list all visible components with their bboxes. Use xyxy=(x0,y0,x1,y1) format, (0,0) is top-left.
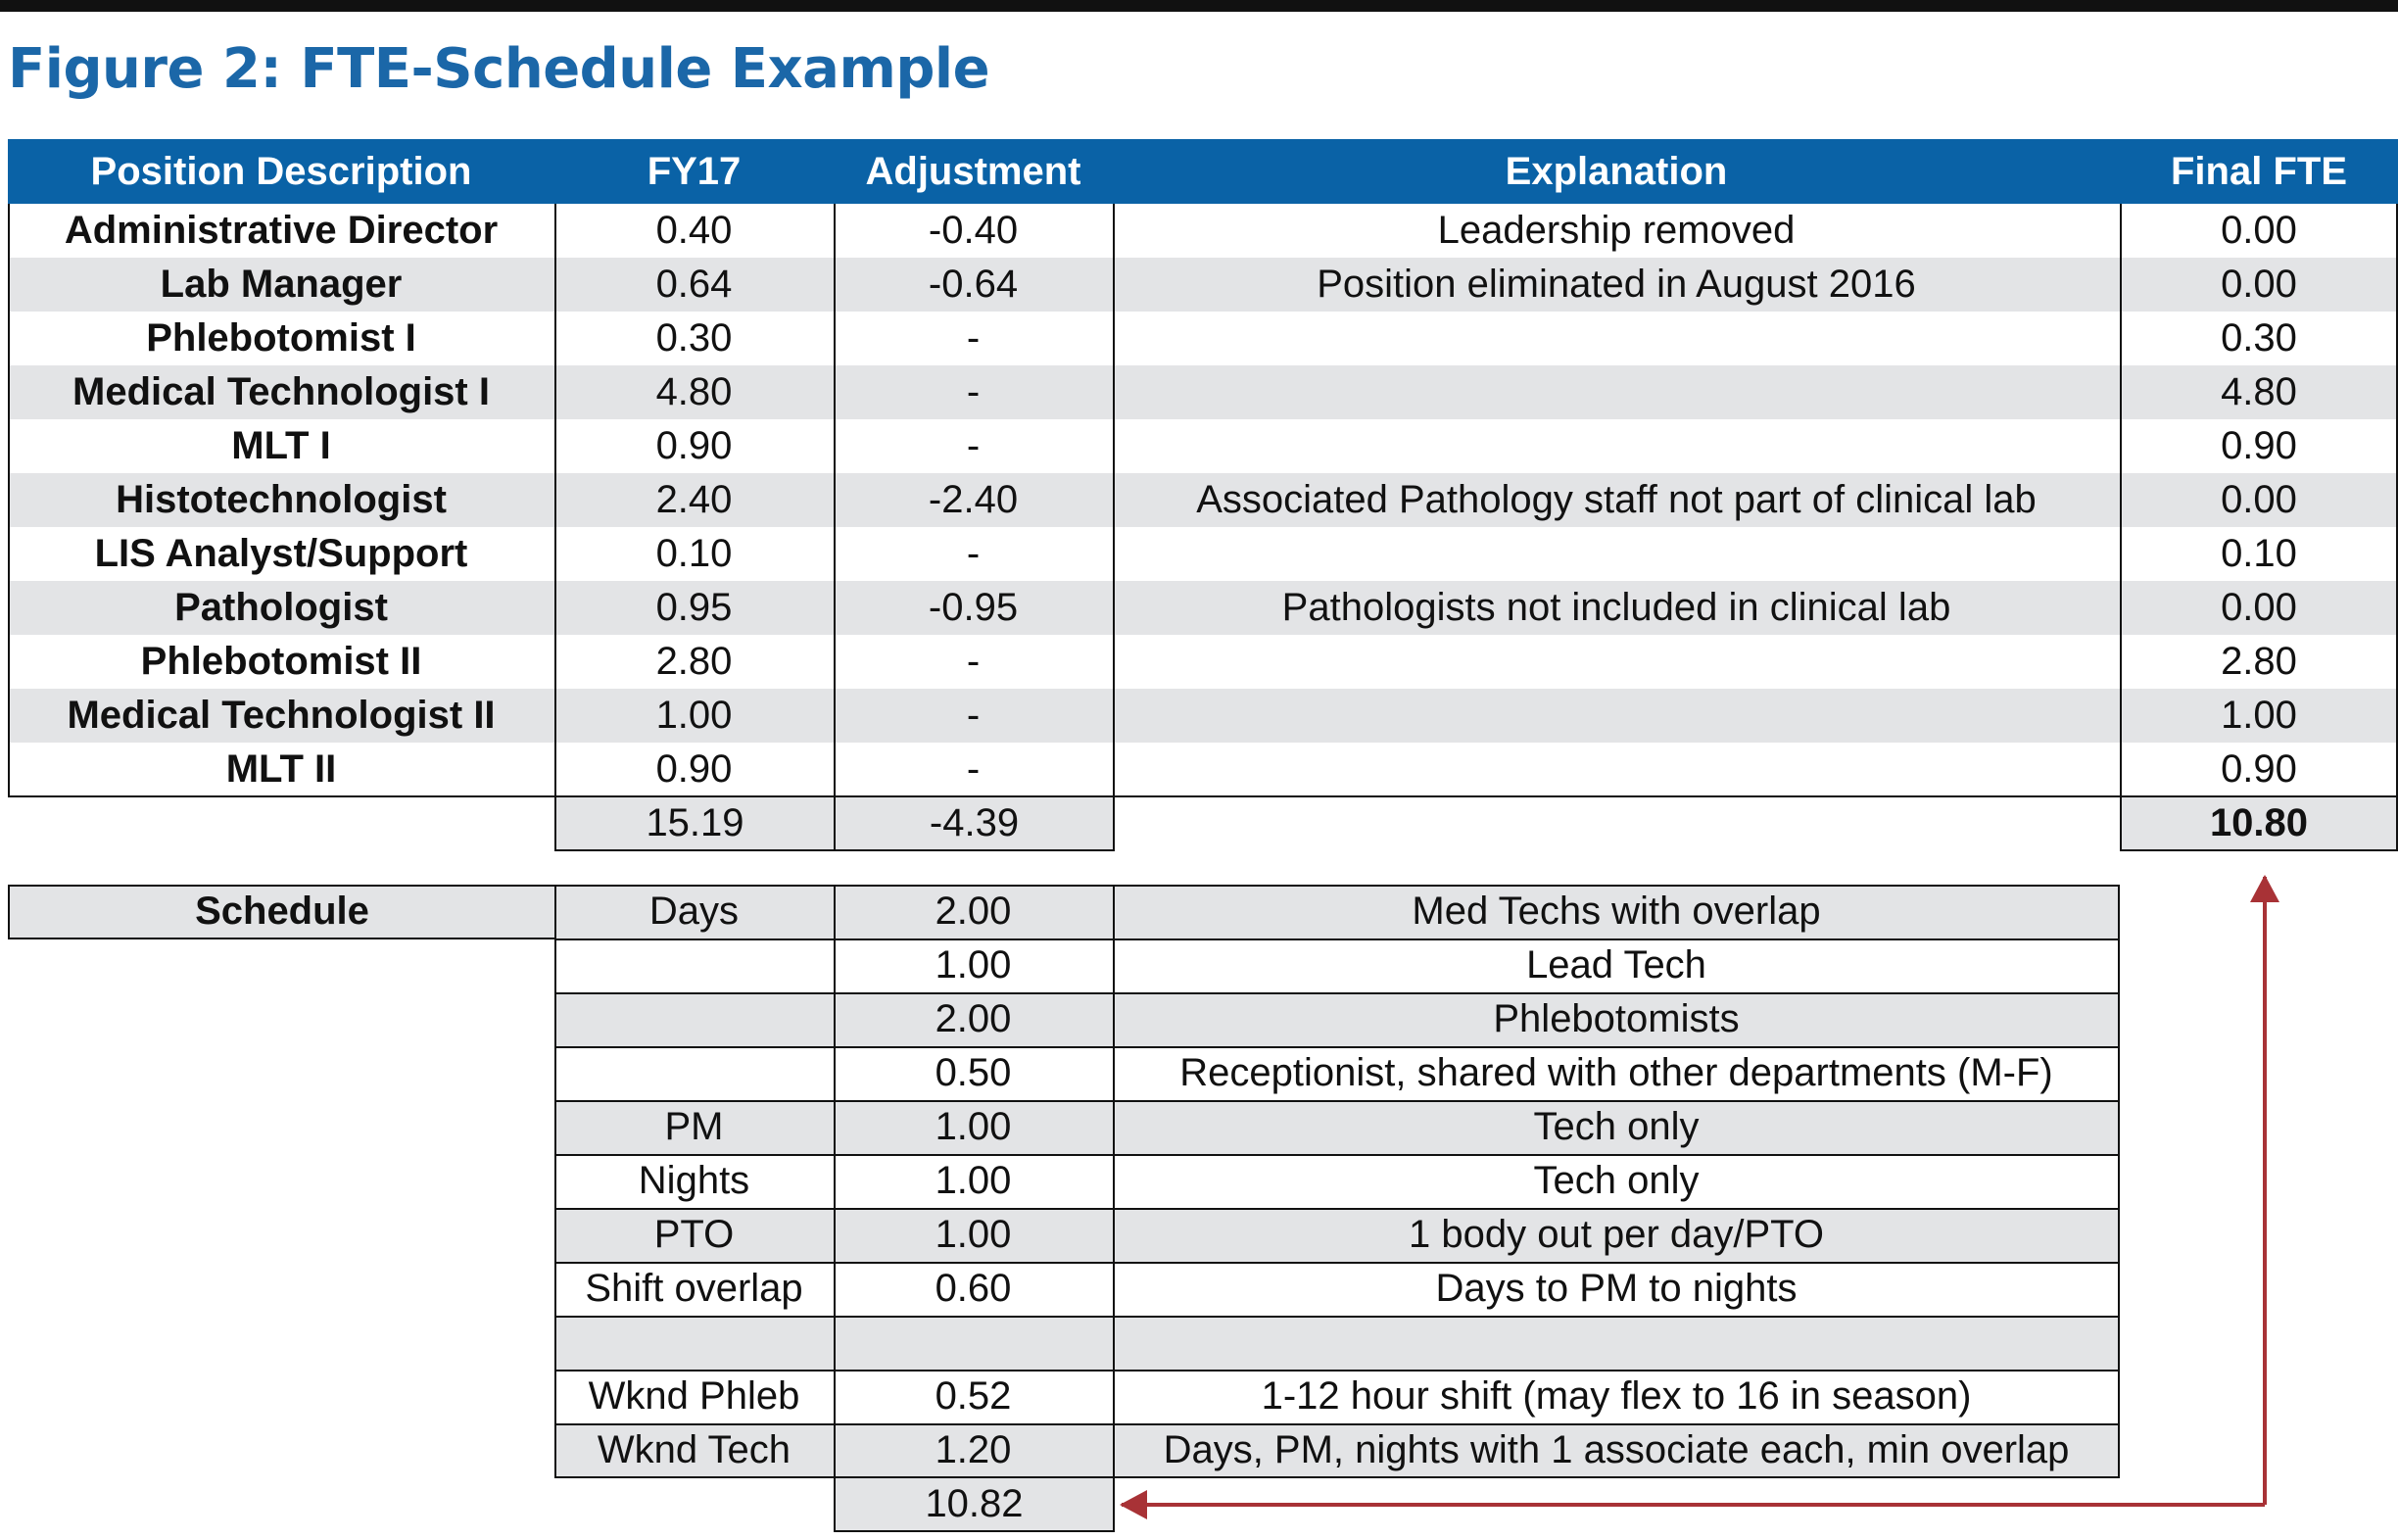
shift-cell: PTO xyxy=(653,1213,735,1256)
final-fte-cell: 0.10 xyxy=(2221,532,2297,575)
fy17-cell: 1.00 xyxy=(655,694,733,737)
fy17-cell: 2.40 xyxy=(655,478,733,521)
shift-cell: Days xyxy=(648,890,740,933)
adjustment-cell: - xyxy=(966,370,981,413)
shift-cell: PM xyxy=(664,1105,724,1148)
final-fte-cell: 2.80 xyxy=(2221,640,2297,683)
final-fte-cell: 0.30 xyxy=(2221,316,2297,360)
note-cell: Days, PM, nights with 1 associate each, min overlap xyxy=(1163,1428,2070,1471)
fte-cell: 0.50 xyxy=(935,1051,1012,1094)
adjustment-cell: - xyxy=(966,424,981,467)
header-fy17: FY17 xyxy=(554,139,834,204)
fy17-cell: 2.80 xyxy=(655,640,733,683)
fte-cell: 1.00 xyxy=(935,1213,1012,1256)
note-cell: Med Techs with overlap xyxy=(1412,890,1821,933)
fy17-cell: 4.80 xyxy=(655,370,733,413)
position-cell: Medical Technologist I xyxy=(72,370,490,413)
adjustment-cell: - xyxy=(966,747,981,791)
explanation-cell: Associated Pathology staff not part of clinical lab xyxy=(1196,478,2037,521)
schedule-total: 10.82 xyxy=(834,1476,1115,1532)
adjustment-cell: - xyxy=(966,532,981,575)
header-final-fte: Final FTE xyxy=(2120,139,2398,204)
position-cell: Phlebotomist II xyxy=(140,640,422,683)
header-position: Position Description xyxy=(8,139,554,204)
header-adjustment: Adjustment xyxy=(834,139,1113,204)
note-cell: Receptionist, shared with other departments (M-F) xyxy=(1179,1051,2053,1094)
position-cell: MLT I xyxy=(231,424,331,467)
final-fte-cell: 1.00 xyxy=(2221,694,2297,737)
final-fte-cell: 0.00 xyxy=(2221,586,2297,629)
fy17-cell: 0.90 xyxy=(655,424,733,467)
total-fy17: 15.19 xyxy=(554,795,836,851)
shift-cell: Nights xyxy=(638,1159,750,1202)
fy17-cell: 0.40 xyxy=(655,209,733,252)
fy17-cell: 0.10 xyxy=(655,532,733,575)
fte-cell: 0.52 xyxy=(935,1374,1012,1418)
fte-cell: 1.00 xyxy=(935,1159,1012,1202)
fy17-cell: 0.64 xyxy=(655,263,733,306)
explanation-cell: Leadership removed xyxy=(1437,209,1796,252)
note-cell: 1 body out per day/PTO xyxy=(1409,1213,1824,1256)
position-cell: Histotechnologist xyxy=(116,478,447,521)
fy17-cell: 0.90 xyxy=(655,747,733,791)
position-cell: LIS Analyst/Support xyxy=(94,532,468,575)
final-fte-cell: 0.90 xyxy=(2221,747,2297,791)
fy17-cell: 0.30 xyxy=(655,316,733,360)
header-explanation: Explanation xyxy=(1113,139,2120,204)
position-cell: Medical Technologist II xyxy=(67,694,496,737)
adjustment-cell: - xyxy=(966,640,981,683)
fy17-cell: 0.95 xyxy=(655,586,733,629)
final-fte-cell: 0.90 xyxy=(2221,424,2297,467)
adjustment-cell: -2.40 xyxy=(928,478,1019,521)
figure-title: Figure 2: FTE-Schedule Example xyxy=(8,37,990,101)
final-fte-cell: 0.00 xyxy=(2221,263,2297,306)
adjustment-cell: -0.40 xyxy=(928,209,1019,252)
shift-cell: Wknd Phleb xyxy=(588,1374,800,1418)
adjustment-cell: - xyxy=(966,694,981,737)
position-cell: Pathologist xyxy=(174,586,388,629)
shift-cell: Shift overlap xyxy=(585,1267,803,1310)
final-fte-cell: 0.00 xyxy=(2221,209,2297,252)
fte-cell: 0.60 xyxy=(935,1267,1012,1310)
note-cell: Tech only xyxy=(1533,1159,1700,1202)
explanation-cell: Pathologists not included in clinical lab xyxy=(1281,586,1951,629)
note-cell: Phlebotomists xyxy=(1493,997,1740,1040)
adjustment-cell: -0.95 xyxy=(928,586,1019,629)
position-cell: Lab Manager xyxy=(160,263,403,306)
position-cell: Administrative Director xyxy=(64,209,499,252)
fte-cell: 1.00 xyxy=(935,1105,1012,1148)
adjustment-cell: - xyxy=(966,316,981,360)
final-fte-cell: 4.80 xyxy=(2221,370,2297,413)
schedule-label: Schedule xyxy=(8,885,556,938)
explanation-cell: Position eliminated in August 2016 xyxy=(1317,263,1916,306)
note-cell: Lead Tech xyxy=(1526,943,1706,987)
fte-cell: 1.00 xyxy=(935,943,1012,987)
note-cell: Tech only xyxy=(1533,1105,1700,1148)
fte-cell: 2.00 xyxy=(935,997,1012,1040)
final-fte-cell: 0.00 xyxy=(2221,478,2297,521)
total-adjustment: -4.39 xyxy=(834,795,1115,851)
fte-cell: 2.00 xyxy=(935,890,1012,933)
note-cell: Days to PM to nights xyxy=(1435,1267,1798,1310)
total-final-fte: 10.80 xyxy=(2120,795,2398,851)
fte-cell: 1.20 xyxy=(935,1428,1012,1471)
position-cell: Phlebotomist I xyxy=(146,316,416,360)
adjustment-cell: -0.64 xyxy=(928,263,1019,306)
note-cell: 1-12 hour shift (may flex to 16 in season) xyxy=(1261,1374,1972,1418)
position-cell: MLT II xyxy=(225,747,337,791)
shift-cell: Wknd Tech xyxy=(597,1428,791,1471)
